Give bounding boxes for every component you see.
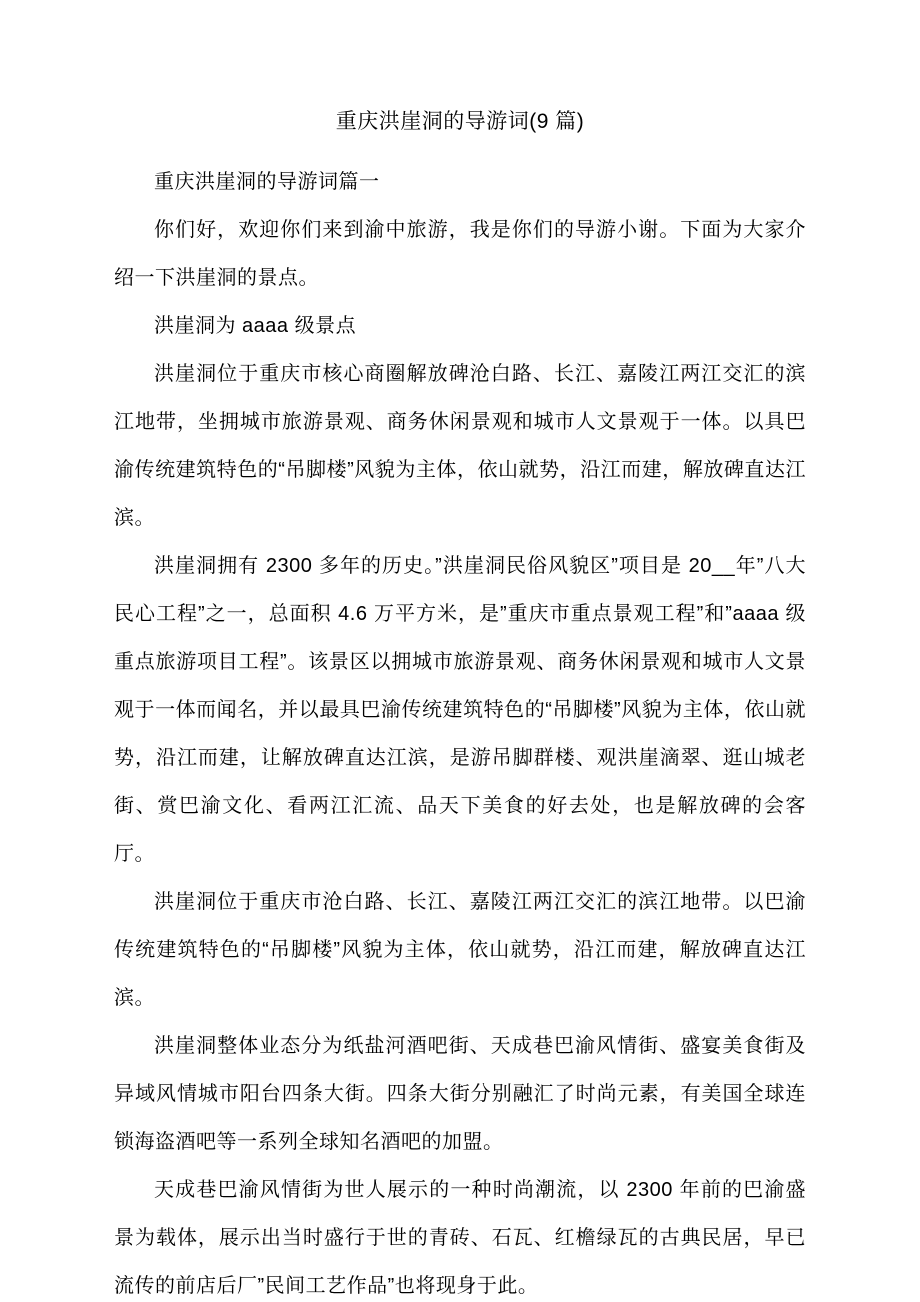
paragraph-location-repeat: 洪崖洞位于重庆市沧白路、长江、嘉陵江两江交汇的滨江地带。以巴渝传统建筑特色的“吊脚楼”风貌为主体，依山就势，沿江而建，解放碑直达江滨。 [114, 891, 806, 1009]
paragraph-rating: 洪崖洞为 aaaa 级景点 [154, 315, 357, 337]
paragraph-location: 洪崖洞位于重庆市核心商圈解放碑沧白路、长江、嘉陵江两江交汇的滨江地带，坐拥城市旅游景观、商务休闲景观和城市人文景观于一体。以具巴渝传统建筑特色的“吊脚楼”风貌为主体，依山就势，沿江而建，解放碑直达江滨。 [114, 363, 806, 529]
paragraph-intro: 你们好，欢迎你们来到渝中旅游，我是你们的导游小谢。下面为大家介绍一下洪崖洞的景点。 [114, 219, 806, 289]
document-title: 重庆洪崖洞的导游词(9 篇) [335, 110, 585, 133]
paragraph-tiancheng-street: 天成巷巴渝风情街为世人展示的一种时尚潮流，以 2300 年前的巴渝盛景为载体，展示出当时盛行于世的青砖、石瓦、红檐绿瓦的古典民居，早已流传的前店后厂”民间工艺作品”也将现身于此。 [114, 1179, 806, 1297]
paragraph-section-heading: 重庆洪崖洞的导游词篇一 [154, 171, 380, 193]
paragraph-history: 洪崖洞拥有 2300 多年的历史。”洪崖洞民俗风貌区”项目是 20__年”八大民心工程”之一，总面积 4.6 万平方米，是”重庆市重点景观工程”和”aaaa 级重点旅游项目工程”。该景区以拥城市旅游景观、商务休闲景观和城市人文景观于一体而闻名，并以最具巴渝传统建筑特色的“吊脚楼”风貌为主体，依山就势，沿江而建，让解放碑直达江滨，是游吊脚群楼、观洪崖滴翠、逛山城老街、赏巴渝文化、看两江汇流、品天下美食的好去处，也是解放碑的会客厅。 [114, 555, 806, 865]
paragraph-streets: 洪崖洞整体业态分为纸盐河酒吧街、天成巷巴渝风情街、盛宴美食街及异域风情城市阳台四条大街。四条大街分别融汇了时尚元素，有美国全球连锁海盗酒吧等一系列全球知名酒吧的加盟。 [114, 1035, 806, 1153]
